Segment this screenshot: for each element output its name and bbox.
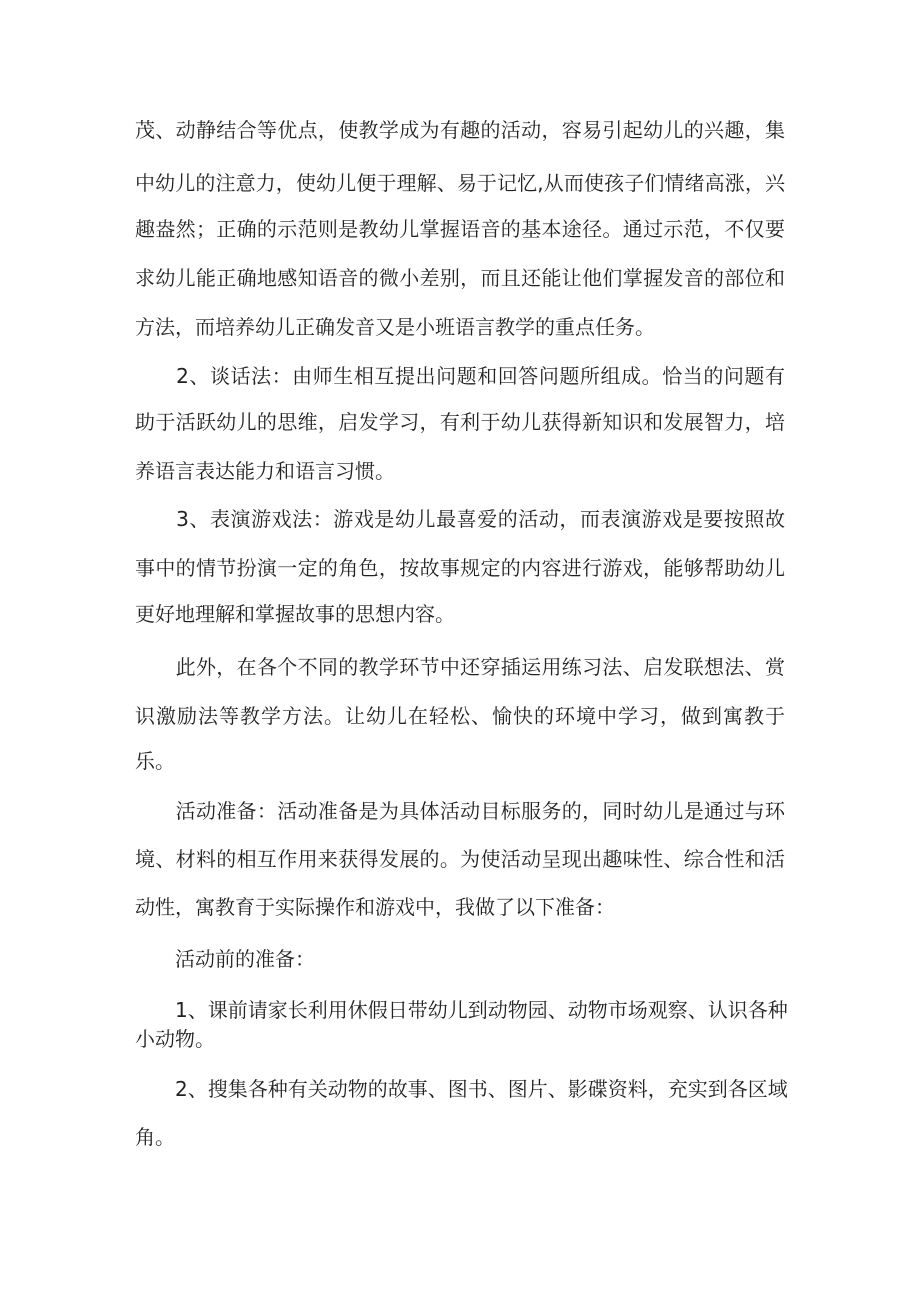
text-line: 2、谈话法：由师生相互提出问题和回答问题所组成。恰当的问题有 [135,364,785,388]
text-line: 活动准备：活动准备是为具体活动目标服务的，同时幼儿是通过与环 [135,799,785,823]
text-line: 3、表演游戏法：游戏是幼儿最喜爱的活动，而表演游戏是要按照故 [135,507,785,531]
text-line: 事中的情节扮演一定的角色，按故事规定的内容进行游戏，能够帮助幼儿 [135,556,785,580]
text-line: 养语言表达能力和语言习惯。 [135,459,395,483]
text-line: 方法，而培养幼儿正确发音又是小班语言教学的重点任务。 [135,315,655,339]
text-line: 小动物。 [135,1027,215,1051]
text-line: 此外，在各个不同的教学环节中还穿插运用练习法、启发联想法、赏 [135,655,785,679]
text-line: 角。 [135,1125,175,1149]
text-line: 茂、动静结合等优点，使教学成为有趣的活动，容易引起幼儿的兴趣，集 [135,118,785,142]
text-line: 动性，寓教育于实际操作和游戏中，我做了以下准备： [135,895,615,919]
text-line: 境、材料的相互作用来获得发展的。为使活动呈现出趣味性、综合性和活 [135,847,785,871]
text-line: 识激励法等教学方法。让幼儿在轻松、愉快的环境中学习，做到寓教于 [135,704,785,728]
text-line: 乐。 [135,749,175,773]
text-line: 助于活跃幼儿的思维，启发学习，有利于幼儿获得新知识和发展智力，培 [135,410,785,434]
text-line: 求幼儿能正确地感知语音的微小差别，而且还能让他们掌握发音的部位和 [135,266,785,290]
text-line: 活动前的准备： [135,947,315,971]
text-line: 1、课前请家长利用休假日带幼儿到动物园、动物市场观察、认识各种 [135,998,788,1022]
text-line: 趣盎然；正确的示范则是教幼儿掌握语音的基本途径。通过示范，不仅要 [135,217,785,241]
text-line: 2、搜集各种有关动物的故事、图书、图片、影碟资料，充实到各区域 [135,1077,788,1101]
text-line: 更好地理解和掌握故事的思想内容。 [135,602,455,626]
text-line: 中幼儿的注意力，使幼儿便于理解、易于记忆,从而使孩子们情绪高涨，兴 [135,171,785,195]
